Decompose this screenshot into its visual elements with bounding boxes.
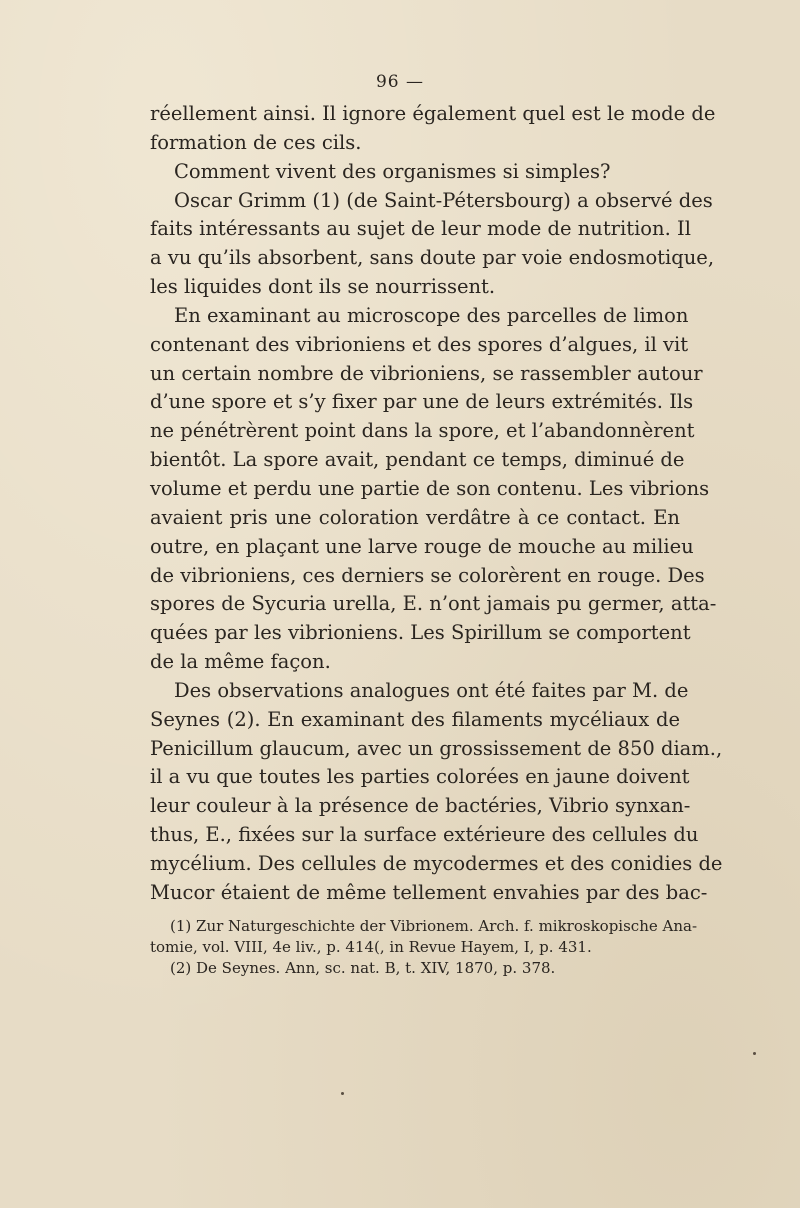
footnote-line: (1) Zur Naturgeschichte der Vibrionem. Arch. f. mikroskopische Ana- [170, 917, 698, 935]
text-line: Penicillum glaucum, avec un grossissement de 850 diam., [150, 736, 723, 760]
text-line: quées par les vibrioniens. Les Spirillum se comportent [150, 621, 691, 645]
text-line: volume et perdu une partie de son contenu. Les vibrions [150, 476, 710, 500]
text-line: spores de Sycuria urella, E. n’ont jamais pu germer, atta- [150, 592, 717, 616]
text-line: Oscar Grimm (1) (de Saint-Pétersbourg) a observé des [174, 188, 713, 212]
text-line: Des observations analogues ont été faites par M. de [174, 678, 689, 702]
text-line: de la même façon. [150, 650, 331, 674]
text-line: En examinant au microscope des parcelles de limon [174, 303, 689, 327]
page-number: 96 — [375, 72, 425, 92]
text-line: réellement ainsi. Il ignore également quel est le mode de [150, 102, 716, 125]
text-line: formation de ces cils. [150, 130, 362, 154]
text-line: Seynes (2). En examinant des filaments mycéliaux de [150, 707, 680, 731]
footnotes [150, 916, 698, 979]
text-line: bientôt. La spore avait, pendant ce temps, diminué de [150, 448, 685, 472]
text-line: faits intéressants au sujet de leur mode de nutrition. Il [150, 217, 691, 241]
footnote-line: tomie, vol. VIII, 4e liv., p. 414(, in Revue Hayem, I, p. 431. [150, 938, 592, 956]
text-line: a vu qu’ils absorbent, sans doute par voie endosmotique, [150, 246, 715, 270]
text-line: ne pénétrèrent point dans la spore, et l’abandonnèrent [150, 419, 695, 443]
text-line: Comment vivent des organismes si simples? [174, 159, 611, 183]
text-line: de vibrioniens, ces derniers se colorèrent en rouge. Des [150, 563, 705, 587]
text-line: Mucor étaient de même tellement envahies par des bac- [150, 880, 708, 904]
text-line: contenant des vibrioniens et des spores d’algues, il vit [150, 332, 689, 356]
ink-speck [753, 1052, 756, 1055]
ink-speck [341, 1092, 344, 1095]
footnote-line: (2) De Seynes. Ann, sc. nat. B, t. XIV, 1870, p. 378. [170, 959, 556, 977]
text-line: d’une spore et s’y fixer par une de leurs extrémités. Ils [150, 390, 694, 414]
text-line: thus, E., fixées sur la surface extérieure des cellules du [150, 823, 699, 847]
text-line: les liquides dont ils se nourrissent. [150, 275, 496, 299]
text-line: un certain nombre de vibrioniens, se rassembler autour [150, 361, 703, 385]
text-line: leur couleur à la présence de bactéries, Vibrio synxan- [150, 794, 691, 818]
text-line: mycélium. Des cellules de mycodermes et des conidies de [150, 851, 723, 875]
text-line: il a vu que toutes les parties colorées en jaune doivent [150, 765, 690, 789]
text-line: outre, en plaçant une larve rouge de mouche au milieu [150, 534, 694, 558]
text-line: avaient pris une coloration verdâtre à ce contact. En [150, 505, 680, 529]
body-text [150, 100, 723, 908]
